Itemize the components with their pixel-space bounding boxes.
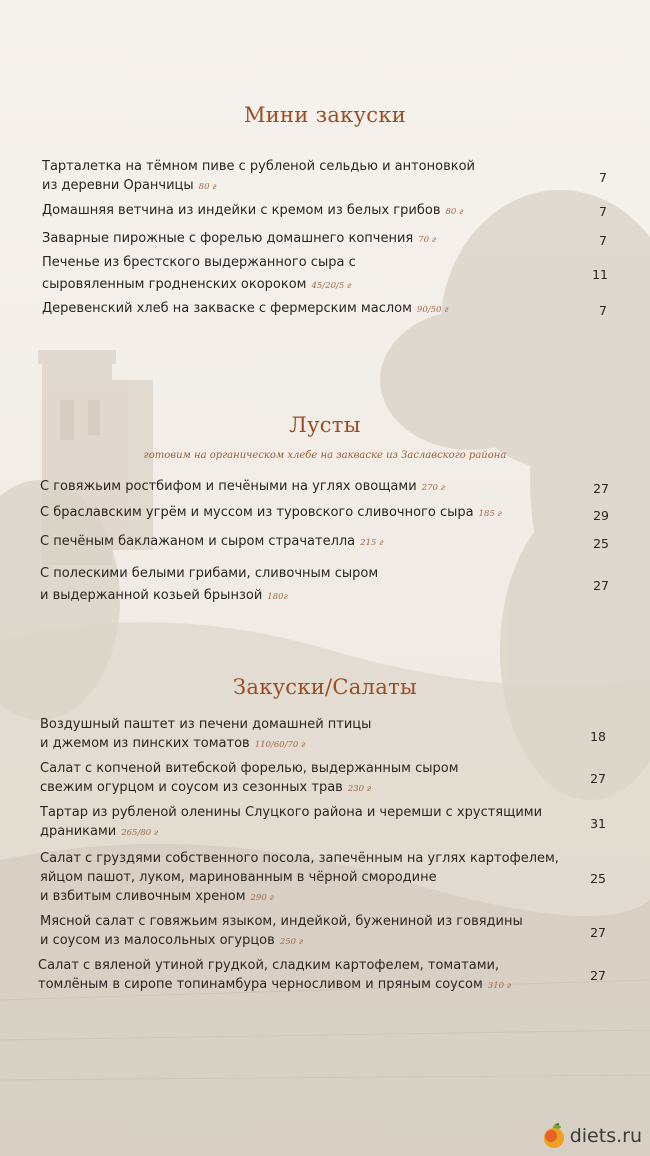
item-name-line: Тартар из рубленой оленины Слуцкого района и черемши с хрустящими	[40, 805, 543, 820]
item-weight: 110/60/70 г	[254, 740, 306, 750]
item-name-line: Салат с вяленой утиной грудкой, сладким картофелем, томатами,	[38, 958, 500, 973]
diets-watermark	[542, 1122, 642, 1150]
item-name-line: и выдержанной козьей брынзой	[40, 588, 263, 603]
item-price: 7	[599, 303, 607, 318]
item-name-line: свежим огурцом и соусом из сезонных трав	[40, 780, 343, 795]
item-weight: 185 г	[478, 509, 502, 519]
item-name-line: яйцом пашот, луком, маринованным в чёрной смородине	[40, 870, 437, 885]
section-subtitle: готовим на органическом хлебе на закваске из Заславского района	[143, 450, 507, 461]
item-price: 25	[590, 871, 606, 886]
item-name-line: Мясной салат с говяжьим языком, индейкой, бужениной из говядины	[40, 914, 523, 929]
item-price: 7	[599, 233, 607, 248]
item-name-line: Тарталетка на тёмном пиве с рубленой сельдью и антоновкой	[42, 159, 476, 174]
item-price: 27	[590, 968, 606, 983]
item-weight: 70 г	[418, 235, 437, 245]
item-price: 11	[592, 267, 608, 282]
item-name-line: Воздушный паштет из печени домашней птицы	[40, 717, 372, 732]
item-name-line: Заварные пирожные с форелью домашнего копчения	[42, 231, 414, 246]
item-name-line: и джемом из пинских томатов	[40, 736, 250, 751]
watermark-text: diets.ru	[569, 1125, 642, 1147]
item-weight: 80 г	[445, 207, 464, 217]
item-name-line: С браславским угрём и муссом из туровского сливочного сыра	[40, 505, 474, 520]
item-name-line: сыровяленным гродненских окороком	[42, 277, 307, 292]
item-name-line: Домашняя ветчина из индейки с кремом из белых грибов	[42, 203, 441, 218]
item-price: 31	[590, 816, 606, 831]
section-title-lusty: Лусты	[289, 413, 361, 437]
item-price: 7	[599, 204, 607, 219]
item-weight: 310 г	[487, 981, 512, 991]
section-title-mini-snacks: Мини закуски	[243, 103, 407, 127]
item-name-line: Деревенский хлеб на закваске с фермерским маслом	[42, 301, 412, 316]
item-name-line: Салат с груздями собственного посола, запечённым на углях картофелем,	[40, 851, 559, 866]
item-name-line: и соусом из малосольных огурцов	[40, 933, 275, 948]
item-name-line: из деревни Оранчицы	[42, 178, 194, 193]
item-name-line: драниками	[40, 824, 117, 839]
item-weight: 290 г	[250, 893, 274, 903]
item-price: 7	[599, 170, 607, 185]
item-name-line: С печёным баклажаном и сыром страчателла	[40, 534, 356, 549]
item-name-line: С говяжьим ростбифом и печёными на углях овощами	[40, 479, 417, 494]
apple-icon	[542, 1123, 566, 1149]
item-price: 29	[593, 508, 609, 523]
item-name-line: томлёным в сиропе топинамбура черносливом и пряным соусом	[38, 977, 483, 992]
item-name-line: и взбитым сливочным хреном	[40, 889, 246, 904]
item-price: 18	[590, 729, 606, 744]
item-weight: 90/50 г	[416, 305, 449, 315]
item-price: 25	[593, 536, 609, 551]
item-weight: 270 г	[421, 483, 445, 493]
item-name-line: Салат с копченой витебской форелью, выдержанным сыром	[40, 761, 459, 776]
item-weight: 265/80 г	[121, 828, 159, 838]
item-weight: 180г	[267, 592, 288, 602]
section-title-snacks-salads: Закуски/Салаты	[232, 675, 418, 699]
item-weight: 45/20/5 г	[311, 281, 352, 291]
item-weight: 230 г	[347, 784, 372, 794]
item-name-line: С полескими белыми грибами, сливочным сыром	[40, 566, 379, 581]
item-price: 27	[593, 578, 609, 593]
item-price: 27	[590, 925, 606, 940]
item-price: 27	[590, 771, 606, 786]
item-weight: 215 г	[360, 538, 384, 548]
item-name-line: Печенье из брестского выдержанного сыра с	[42, 255, 356, 270]
item-weight: 250 г	[279, 937, 304, 947]
item-weight: 80 г	[198, 182, 217, 192]
item-price: 27	[593, 481, 609, 496]
